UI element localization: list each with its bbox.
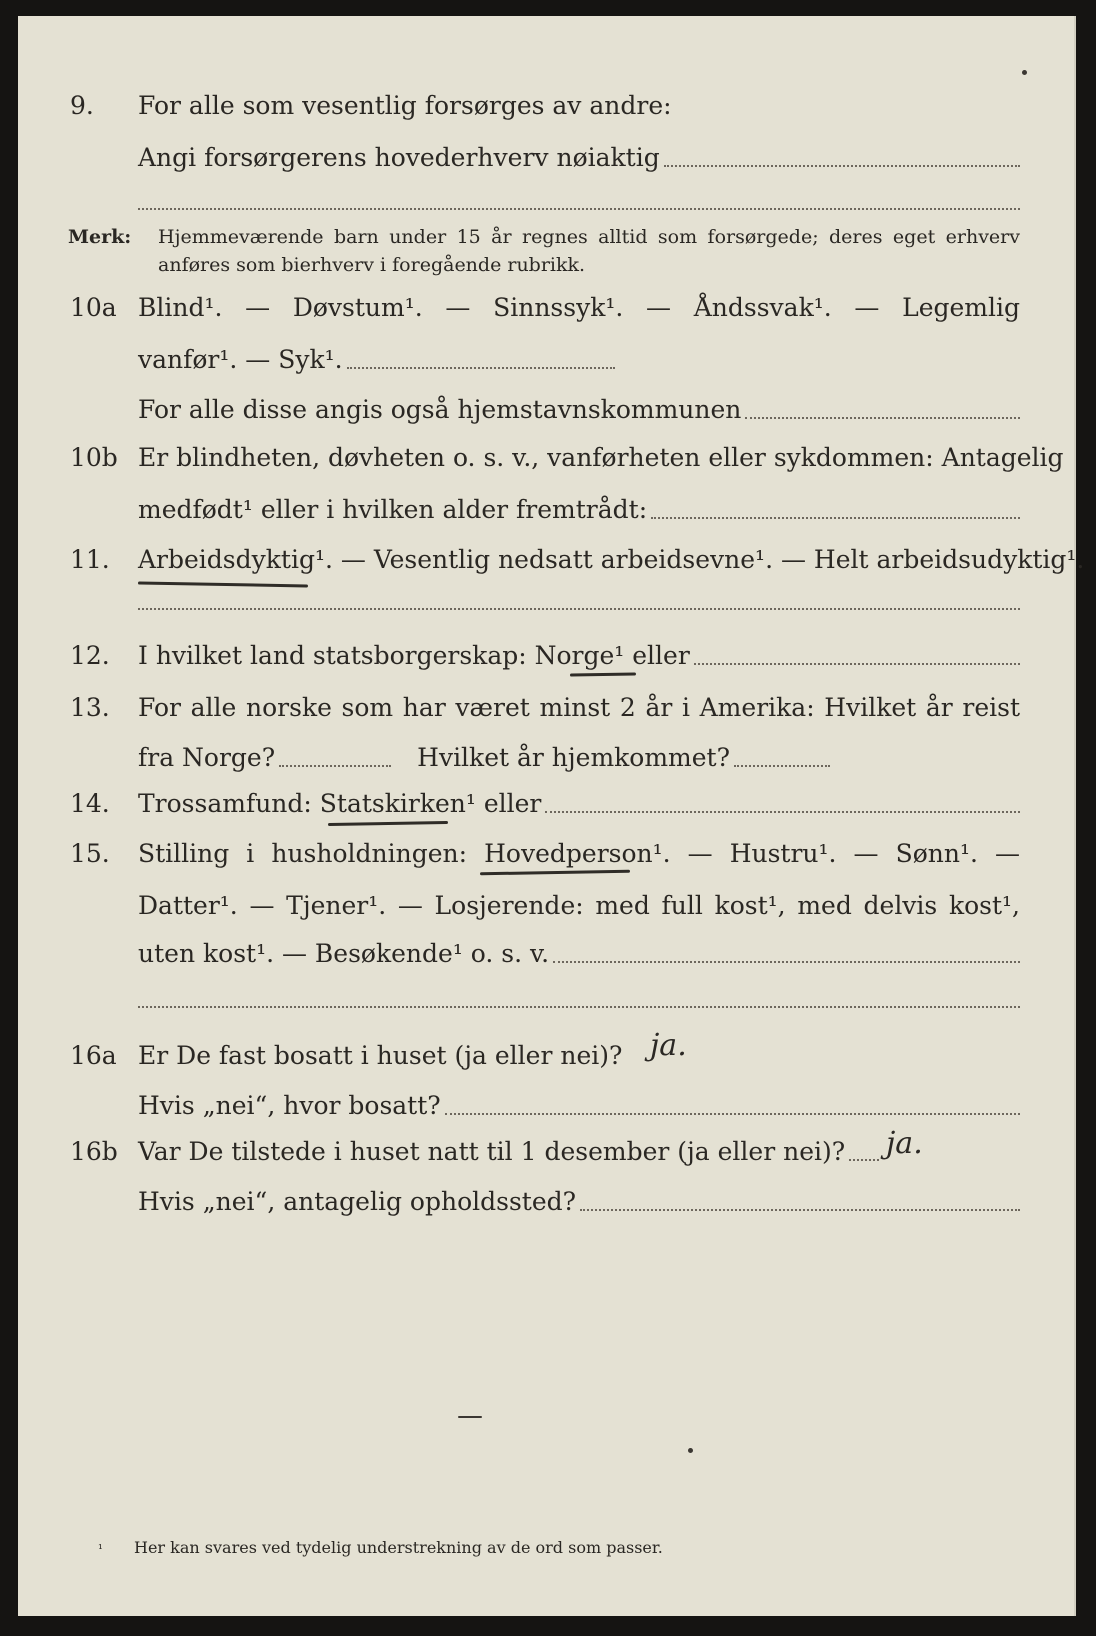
handwritten-answer: ja. [650,1028,687,1063]
item-text: For alle som vesentlig forsørges av andre: [138,91,672,120]
item-text: Hvis „nei“, hvor bosatt? [138,1091,441,1120]
item-number: 14. [70,789,110,818]
item-number: 16b [70,1137,118,1166]
item-number: 10a [70,293,117,322]
item-number: 13. [70,693,110,722]
answer-field[interactable] [651,517,1020,519]
item-number: 11. [70,545,110,574]
underline-mark [328,821,448,826]
answer-rule[interactable] [138,608,1020,610]
answer-rule[interactable] [138,1006,1020,1008]
answer-field[interactable] [849,1159,879,1161]
item-number: 12. [70,641,110,670]
item-text: Hvilket år hjemkommet? [417,743,731,772]
answer-field[interactable] [694,663,1020,665]
item-text: vanfør¹. — Syk¹. [138,345,343,374]
answer-field[interactable] [664,165,1020,167]
footnote-text: Her kan svares ved tydelig understrekning av de ord som passer. [134,1538,663,1557]
item-text: For alle norske som har været minst 2 år i Amerika: Hvilket år reist [138,693,1020,722]
answer-field[interactable] [545,811,1020,813]
item-text: fra Norge? [138,743,276,772]
item-number: 10b [70,443,118,472]
item-text: Blind¹. — Døvstum¹. — Sinnssyk¹. — Åndssvak¹. — Legemlig [138,293,1020,322]
item-text: Datter¹. — Tjener¹. — Losjerende: med full kost¹, med delvis kost¹, [138,891,1020,920]
underline-mark [480,870,630,876]
answer-field[interactable] [279,765,391,767]
answer-field[interactable] [745,417,1020,419]
item-number: 9. [70,91,94,120]
merk-text: anføres som bierhverv i foregående rubrikk. [158,254,586,276]
item-text: I hvilket land statsborgerskap: Norge¹ eller [138,641,690,670]
answer-field[interactable] [553,961,1020,963]
census-form-page [18,16,1085,1616]
item-text: Angi forsørgerens hovederhverv nøiaktig [138,143,660,172]
item-text: Er blindheten, døvheten o. s. v., vanførheten eller sykdommen: Antagelig [138,443,1064,472]
speck [1022,70,1027,75]
answer-field[interactable] [734,765,830,767]
item-text: Arbeidsdyktig¹. — Vesentlig nedsatt arbeidsevne¹. — Helt arbeidsudyktig¹. [138,545,1085,574]
underline-mark [570,672,636,676]
underline-mark [138,582,308,588]
merk-text: Hjemmeværende barn under 15 år regnes alltid som forsørgede; deres eget erhverv [158,226,1020,248]
speck [458,1416,482,1418]
answer-field[interactable] [445,1113,1020,1115]
footnote [98,1538,663,1557]
answer-field[interactable] [347,367,615,369]
handwritten-answer: ja. [886,1126,923,1161]
answer-rule[interactable] [138,208,1020,210]
item-text: Trossamfund: Statskirken¹ eller [138,789,542,818]
item-text: Stilling i husholdningen: Hovedperson¹. — Hustru¹. — Sønn¹. — [138,839,1020,868]
item-text: Hvis „nei“, antagelig opholdssted? [138,1187,577,1216]
speck [688,1448,693,1453]
merk-label: Merk: [68,226,132,248]
item-number: 15. [70,839,110,868]
item-text: For alle disse angis også hjemstavnskommunen [138,395,742,424]
item-text: Er De fast bosatt i huset (ja eller nei)? [138,1041,623,1070]
footnote-mark: ¹ [98,1542,103,1556]
item-text: medfødt¹ eller i hvilken alder fremtrådt: [138,495,648,524]
answer-field[interactable] [580,1209,1020,1211]
item-text: uten kost¹. — Besøkende¹ o. s. v. [138,939,550,968]
item-text: Var De tilstede i huset natt til 1 desember (ja eller nei)? [138,1137,846,1166]
item-number: 16a [70,1041,117,1070]
